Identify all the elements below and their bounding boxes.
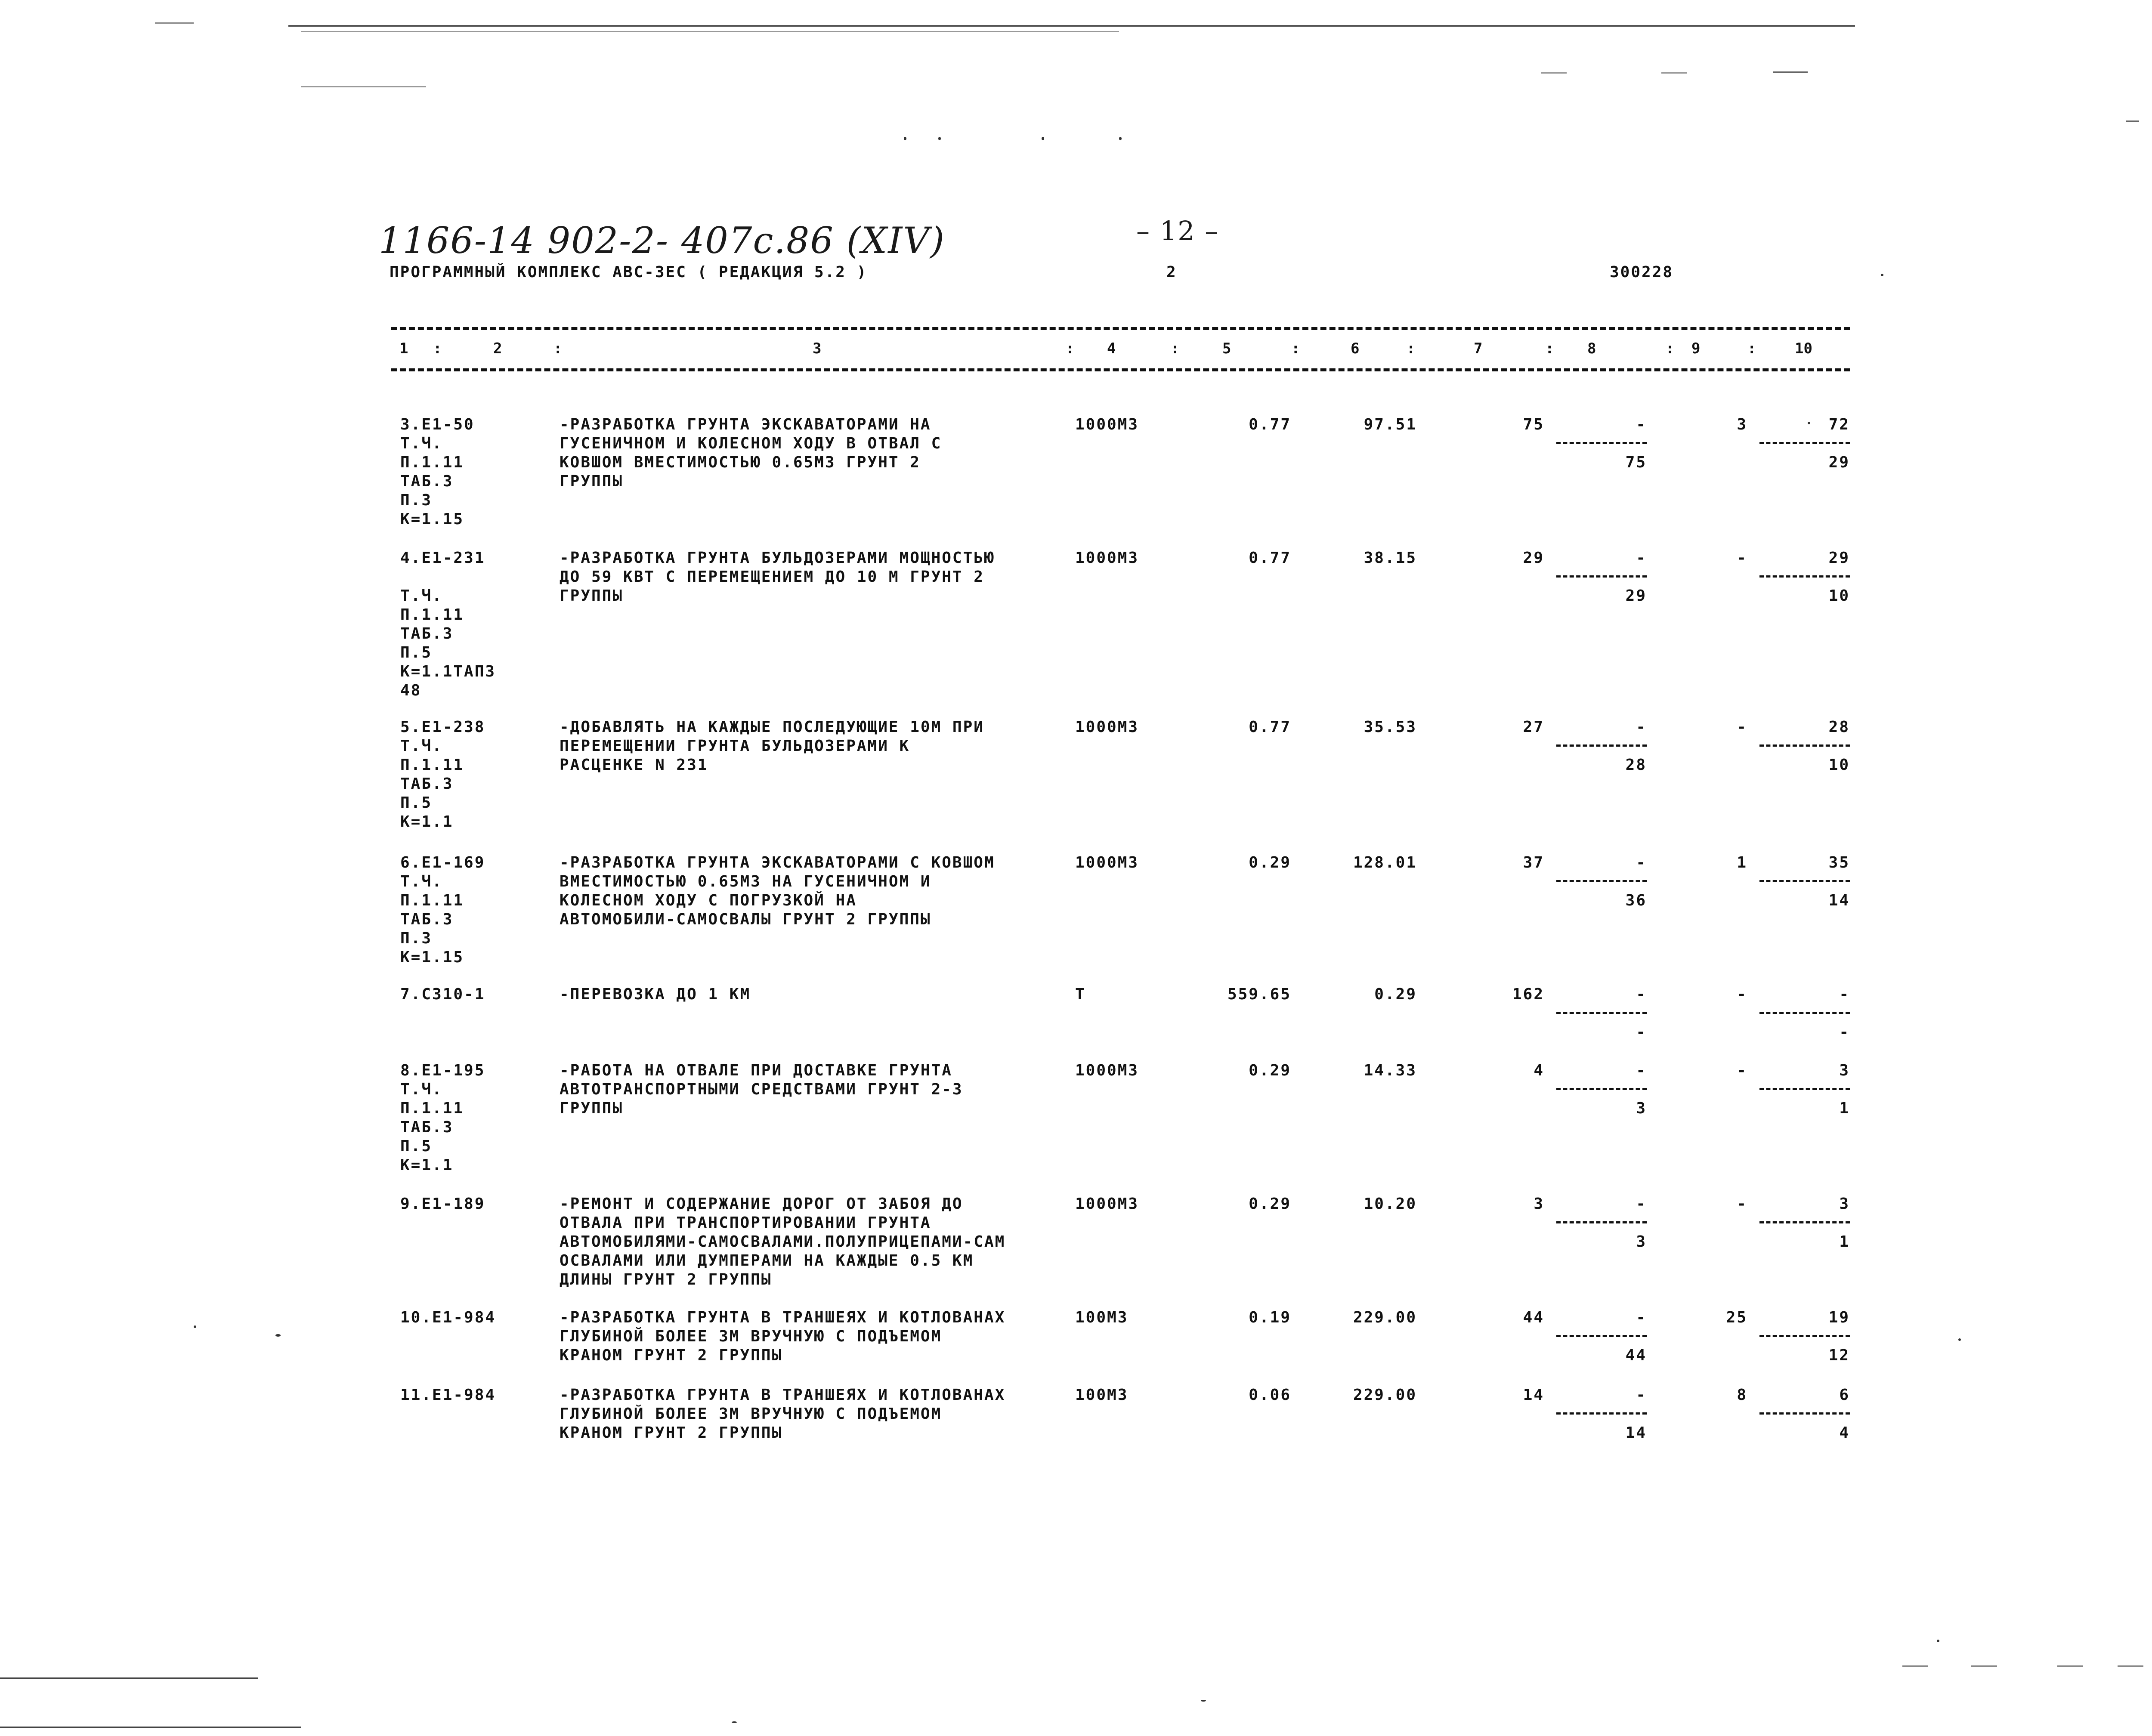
item-code-line xyxy=(400,568,496,587)
item-code-line: П.5 xyxy=(400,1137,433,1155)
scan-speck xyxy=(1201,1700,1206,1702)
scan-speck xyxy=(275,1334,281,1337)
unit-price-value: 10.20 xyxy=(1364,1195,1417,1213)
col10-top-value: 3 xyxy=(1839,1195,1850,1213)
col8-bottom-value: 36 xyxy=(1625,892,1647,909)
col10-fraction-rule xyxy=(1759,1088,1850,1090)
col8-top-value: - xyxy=(1636,416,1647,433)
col9-value: - xyxy=(1737,1062,1747,1079)
description-line: ГЛУБИНОЙ БОЛЕЕ 3М ВРУЧНУЮ С ПОДЪЕМОМ xyxy=(560,1328,942,1345)
col8-bottom-value: 28 xyxy=(1625,756,1647,774)
col10-fraction-rule xyxy=(1759,880,1850,882)
col8-fraction-rule xyxy=(1556,575,1647,578)
total-cost-value: 162 xyxy=(1512,985,1544,1003)
item-code-block xyxy=(400,718,485,831)
total-cost-value: 37 xyxy=(1523,854,1544,871)
scan-top-edge-line-secondary xyxy=(301,31,1119,32)
item-code-line: К=1.1 xyxy=(400,813,454,831)
column-number: 8 xyxy=(1587,340,1596,357)
col8-top-value: - xyxy=(1636,1386,1647,1404)
col9-value: - xyxy=(1737,549,1747,567)
column-separator: : xyxy=(1171,340,1180,357)
unit-of-measure: 1000М3 xyxy=(1075,1195,1139,1213)
col8-fraction-rule xyxy=(1556,1012,1647,1014)
item-code-line: Т.Ч. xyxy=(400,873,443,890)
item-code-block xyxy=(400,853,485,967)
scan-mark xyxy=(2126,120,2139,122)
description-line: ДЛИНЫ ГРУНТ 2 ГРУППЫ xyxy=(560,1271,772,1288)
column-number: 7 xyxy=(1474,340,1483,357)
col10-top-value: 29 xyxy=(1828,549,1850,567)
item-code-line: П.1.11 xyxy=(400,454,464,471)
description-line: -ПЕРЕВОЗКА ДО 1 КМ xyxy=(560,985,751,1003)
handwritten-reference: 1166-14 902-2- 407с.86 (XIV) xyxy=(379,219,945,262)
item-code-block xyxy=(400,1195,485,1214)
unit-of-measure: 1000М3 xyxy=(1075,416,1139,433)
description-line: КРАНОМ ГРУНТ 2 ГРУППЫ xyxy=(560,1424,783,1442)
scan-mark xyxy=(155,22,194,24)
col10-top-value: 28 xyxy=(1828,718,1850,736)
column-separator: : xyxy=(1545,340,1554,357)
item-code-line: ТАБ.3 xyxy=(400,625,454,643)
description-line: -РАЗРАБОТКА ГРУНТА В ТРАНШЕЯХ И КОТЛОВАНАХ xyxy=(560,1386,1006,1404)
description-line: -РАЗРАБОТКА ГРУНТА ЭКСКАВАТОРАМИ С КОВШОМ xyxy=(560,854,995,871)
column-separator: : xyxy=(1066,340,1075,357)
col10-top-value: 3 xyxy=(1839,1062,1850,1079)
total-cost-value: 27 xyxy=(1523,718,1544,736)
scan-mark xyxy=(1902,1665,1928,1667)
col8-bottom-value: 44 xyxy=(1625,1347,1647,1364)
item-code-line: 6.Е1-169 xyxy=(400,854,485,871)
col8-fraction-rule xyxy=(1556,1221,1647,1223)
program-title: ПРОГРАММНЫЙ КОМПЛЕКС АВС-3ЕС ( РЕДАКЦИЯ 5.2 ) xyxy=(390,263,868,281)
item-code-line: 7.С310-1 xyxy=(400,985,485,1003)
col8-fraction-rule xyxy=(1556,1088,1647,1090)
scan-speck xyxy=(1958,1338,1961,1341)
col10-fraction-rule xyxy=(1759,1335,1850,1337)
item-code-line: П.3 xyxy=(400,491,433,509)
item-description xyxy=(560,1308,1005,1365)
unit-price-value: 97.51 xyxy=(1364,416,1417,433)
description-line: ОСВАЛАМИ ИЛИ ДУМПЕРАМИ НА КАЖДЫЕ 0.5 КМ xyxy=(560,1252,974,1270)
col10-bottom-value: 1 xyxy=(1839,1100,1850,1117)
column-number: 3 xyxy=(813,340,822,357)
item-code-line: К=1.15 xyxy=(400,510,464,528)
col10-fraction-rule xyxy=(1759,442,1850,444)
column-number: 1 xyxy=(399,340,408,357)
col10-fraction-rule xyxy=(1759,1012,1850,1014)
item-code-line: 4.Е1-231 xyxy=(400,549,485,567)
item-description xyxy=(560,1061,963,1118)
scan-speck xyxy=(194,1325,196,1328)
item-description xyxy=(560,1195,1005,1289)
column-separator: : xyxy=(1291,340,1300,357)
item-code-line: 48 xyxy=(400,682,422,699)
description-line: ГРУППЫ xyxy=(560,1100,624,1117)
col8-top-value: - xyxy=(1636,1062,1647,1079)
column-separator: : xyxy=(1747,340,1756,357)
column-number: 9 xyxy=(1691,340,1701,357)
column-number: 6 xyxy=(1351,340,1360,357)
description-line: КРАНОМ ГРУНТ 2 ГРУППЫ xyxy=(560,1347,783,1364)
item-code-block xyxy=(400,1061,485,1175)
col10-top-value: 19 xyxy=(1828,1309,1850,1326)
col9-value: - xyxy=(1737,718,1747,736)
total-cost-value: 29 xyxy=(1523,549,1544,567)
item-description xyxy=(560,853,995,929)
item-code-line: 9.Е1-189 xyxy=(400,1195,485,1213)
unit-price-value: 35.53 xyxy=(1364,718,1417,736)
item-code-line: 8.Е1-195 xyxy=(400,1062,485,1079)
col10-top-value: 35 xyxy=(1828,854,1850,871)
unit-of-measure: 1000М3 xyxy=(1075,718,1139,736)
item-code-line: Т.Ч. xyxy=(400,1081,443,1098)
item-code-line: ТАБ.3 xyxy=(400,911,454,928)
scan-bottom-edge-line xyxy=(0,1677,258,1679)
item-code-line: 3.Е1-50 xyxy=(400,416,475,433)
description-line: ВМЕСТИМОСТЬЮ 0.65М3 НА ГУСЕНИЧНОМ И xyxy=(560,873,931,890)
item-code-block xyxy=(400,1386,496,1405)
description-line: ДО 59 КВТ С ПЕРЕМЕЩЕНИЕМ ДО 10 М ГРУНТ 2 xyxy=(560,568,984,586)
item-description xyxy=(560,718,984,775)
description-line: ГЛУБИНОЙ БОЛЕЕ 3М ВРУЧНУЮ С ПОДЪЕМОМ xyxy=(560,1405,942,1423)
col8-top-value: - xyxy=(1636,718,1647,736)
col8-bottom-value: 3 xyxy=(1636,1100,1647,1117)
item-code-line: Т.Ч. xyxy=(400,587,443,605)
col8-top-value: - xyxy=(1636,854,1647,871)
scan-mark xyxy=(301,86,426,87)
scan-mark xyxy=(2057,1665,2083,1667)
col10-bottom-value: 10 xyxy=(1828,587,1850,605)
item-description xyxy=(560,549,995,605)
item-code-line: Т.Ч. xyxy=(400,737,443,755)
col8-top-value: - xyxy=(1636,985,1647,1003)
scan-speck xyxy=(904,137,906,140)
col8-bottom-value: 3 xyxy=(1636,1233,1647,1251)
col10-bottom-value: 4 xyxy=(1839,1424,1850,1442)
col8-fraction-rule xyxy=(1556,744,1647,747)
col8-fraction-rule xyxy=(1556,880,1647,882)
col8-top-value: - xyxy=(1636,549,1647,567)
quantity-value: 0.29 xyxy=(1249,1195,1291,1213)
item-code-block xyxy=(400,415,475,529)
item-description xyxy=(560,985,751,1004)
col10-fraction-rule xyxy=(1759,1412,1850,1415)
unit-of-measure: 1000М3 xyxy=(1075,1062,1139,1079)
col10-bottom-value: 29 xyxy=(1828,454,1850,471)
col10-fraction-rule xyxy=(1759,1221,1850,1223)
unit-price-value: 229.00 xyxy=(1353,1309,1417,1326)
col8-bottom-value: - xyxy=(1636,1023,1647,1041)
description-line: АВТОМОБИЛЯМИ-САМОСВАЛАМИ.ПОЛУПРИЦЕПАМИ-САМ xyxy=(560,1233,1006,1251)
scan-mark xyxy=(1773,71,1808,73)
column-separator: : xyxy=(1407,340,1416,357)
col10-top-value: - xyxy=(1839,985,1850,1003)
total-cost-value: 75 xyxy=(1523,416,1544,433)
quantity-value: 0.77 xyxy=(1249,718,1291,736)
col9-value: 1 xyxy=(1737,854,1747,871)
column-separator: : xyxy=(1666,340,1675,357)
col8-bottom-value: 14 xyxy=(1625,1424,1647,1442)
description-line: ПЕРЕМЕЩЕНИИ ГРУНТА БУЛЬДОЗЕРАМИ К xyxy=(560,737,910,755)
col10-bottom-value: 1 xyxy=(1839,1233,1850,1251)
scan-speck xyxy=(1042,137,1044,140)
col10-bottom-value: - xyxy=(1839,1023,1850,1041)
item-code-line: К=1.1ТАП3 xyxy=(400,663,496,680)
col9-value: 25 xyxy=(1726,1309,1747,1326)
col8-top-value: - xyxy=(1636,1195,1647,1213)
quantity-value: 0.06 xyxy=(1249,1386,1291,1404)
quantity-value: 559.65 xyxy=(1227,985,1291,1003)
scan-top-edge-line xyxy=(288,25,1855,27)
item-code-line: П.5 xyxy=(400,644,433,661)
scan-bottom-edge-line xyxy=(0,1727,301,1728)
description-line: ОТВАЛА ПРИ ТРАНСПОРТИРОВАНИИ ГРУНТА xyxy=(560,1214,931,1232)
item-code-line: К=1.1 xyxy=(400,1156,454,1174)
description-line: РАСЦЕНКЕ N 231 xyxy=(560,756,708,774)
col8-fraction-rule xyxy=(1556,1335,1647,1337)
quantity-value: 0.77 xyxy=(1249,416,1291,433)
item-code-block xyxy=(400,549,496,700)
column-number: 10 xyxy=(1795,340,1812,357)
col10-bottom-value: 14 xyxy=(1828,892,1850,909)
description-line: -ДОБАВЛЯТЬ НА КАЖДЫЕ ПОСЛЕДУЮЩИЕ 10М ПРИ xyxy=(560,718,984,736)
item-description xyxy=(560,1386,1005,1443)
scan-mark xyxy=(1541,72,1567,74)
item-code-line: П.5 xyxy=(400,794,433,812)
table-header-rule xyxy=(391,368,1850,371)
total-cost-value: 4 xyxy=(1534,1062,1544,1079)
unit-price-value: 229.00 xyxy=(1353,1386,1417,1404)
unit-price-value: 128.01 xyxy=(1353,854,1417,871)
column-number: 5 xyxy=(1222,340,1231,357)
column-number: 4 xyxy=(1107,340,1116,357)
unit-price-value: 38.15 xyxy=(1364,549,1417,567)
col9-value: - xyxy=(1737,985,1747,1003)
column-number: 2 xyxy=(493,340,502,357)
item-code-line: П.1.11 xyxy=(400,1100,464,1117)
item-code-block xyxy=(400,1308,496,1327)
col9-value: 8 xyxy=(1737,1386,1747,1404)
scan-speck xyxy=(1119,137,1122,140)
column-separator: : xyxy=(433,340,442,357)
page-number-marker: – 12 – xyxy=(1136,215,1219,247)
item-description xyxy=(560,415,942,491)
item-code-line: Т.Ч. xyxy=(400,435,443,452)
description-line: ГРУППЫ xyxy=(560,587,624,605)
unit-of-measure: Т xyxy=(1075,985,1086,1003)
description-line: ГРУППЫ xyxy=(560,473,624,490)
col10-fraction-rule xyxy=(1759,575,1850,578)
col10-top-value: 72 xyxy=(1828,416,1850,433)
document-code: 300228 xyxy=(1610,263,1674,281)
item-code-line: ТАБ.3 xyxy=(400,775,454,793)
description-line: -РАЗРАБОТКА ГРУНТА ЭКСКАВАТОРАМИ НА xyxy=(560,416,931,433)
item-code-line: 11.Е1-984 xyxy=(400,1386,496,1404)
unit-of-measure: 100М3 xyxy=(1075,1309,1129,1326)
item-code-line: П.1.11 xyxy=(400,756,464,774)
item-code-line: П.1.11 xyxy=(400,892,464,909)
col8-bottom-value: 29 xyxy=(1625,587,1647,605)
scan-mark xyxy=(2118,1665,2143,1667)
scan-speck xyxy=(938,137,941,140)
unit-of-measure: 100М3 xyxy=(1075,1386,1129,1404)
scan-speck xyxy=(1881,274,1883,276)
col8-bottom-value: 75 xyxy=(1625,454,1647,471)
description-line: КОВШОМ ВМЕСТИМОСТЬЮ 0.65М3 ГРУНТ 2 xyxy=(560,454,921,471)
quantity-value: 0.77 xyxy=(1249,549,1291,567)
item-code-line: П.3 xyxy=(400,930,433,947)
col10-fraction-rule xyxy=(1759,744,1850,747)
total-cost-value: 44 xyxy=(1523,1309,1544,1326)
scan-mark xyxy=(1971,1665,1997,1667)
scan-speck xyxy=(1937,1640,1939,1642)
unit-price-value: 0.29 xyxy=(1374,985,1417,1003)
col8-fraction-rule xyxy=(1556,442,1647,444)
description-line: АВТОМОБИЛИ-САМОСВАЛЫ ГРУНТ 2 ГРУППЫ xyxy=(560,911,931,928)
unit-price-value: 14.33 xyxy=(1364,1062,1417,1079)
col10-bottom-value: 12 xyxy=(1828,1347,1850,1364)
description-line: -РАЗРАБОТКА ГРУНТА БУЛЬДОЗЕРАМИ МОЩНОСТЬЮ xyxy=(560,549,995,567)
col10-top-value: 6 xyxy=(1839,1386,1850,1404)
quantity-value: 0.19 xyxy=(1249,1309,1291,1326)
item-code-line: К=1.15 xyxy=(400,948,464,966)
description-line: -РАЗРАБОТКА ГРУНТА В ТРАНШЕЯХ И КОТЛОВАНАХ xyxy=(560,1309,1006,1326)
item-code-line: П.1.11 xyxy=(400,606,464,624)
col9-value: - xyxy=(1737,1195,1747,1213)
col8-top-value: - xyxy=(1636,1309,1647,1326)
description-line: -РЕМОНТ И СОДЕРЖАНИЕ ДОРОГ ОТ ЗАБОЯ ДО xyxy=(560,1195,963,1213)
item-code-line: 10.Е1-984 xyxy=(400,1309,496,1326)
item-code-line: ТАБ.3 xyxy=(400,1118,454,1136)
description-line: ГУСЕНИЧНОМ И КОЛЕСНОМ ХОДУ В ОТВАЛ С xyxy=(560,435,942,452)
scan-speck xyxy=(1808,422,1810,424)
table-top-rule xyxy=(391,327,1850,330)
total-cost-value: 3 xyxy=(1534,1195,1544,1213)
scan-mark xyxy=(1661,72,1687,74)
col10-bottom-value: 10 xyxy=(1828,756,1850,774)
item-code-line: 5.Е1-238 xyxy=(400,718,485,736)
description-line: АВТОТРАНСПОРТНЫМИ СРЕДСТВАМИ ГРУНТ 2-3 xyxy=(560,1081,963,1098)
item-code-line: ТАБ.3 xyxy=(400,473,454,490)
unit-of-measure: 1000М3 xyxy=(1075,549,1139,567)
total-cost-value: 14 xyxy=(1523,1386,1544,1404)
description-line: КОЛЕСНОМ ХОДУ С ПОГРУЗКОЙ НА xyxy=(560,892,857,909)
quantity-value: 0.29 xyxy=(1249,1062,1291,1079)
col8-fraction-rule xyxy=(1556,1412,1647,1415)
col9-value: 3 xyxy=(1737,416,1747,433)
sheet-number: 2 xyxy=(1166,263,1177,281)
scan-speck xyxy=(732,1721,737,1723)
column-separator: : xyxy=(553,340,563,357)
description-line: -РАБОТА НА ОТВАЛЕ ПРИ ДОСТАВКЕ ГРУНТА xyxy=(560,1062,952,1079)
quantity-value: 0.29 xyxy=(1249,854,1291,871)
unit-of-measure: 1000М3 xyxy=(1075,854,1139,871)
item-code-block xyxy=(400,985,485,1004)
